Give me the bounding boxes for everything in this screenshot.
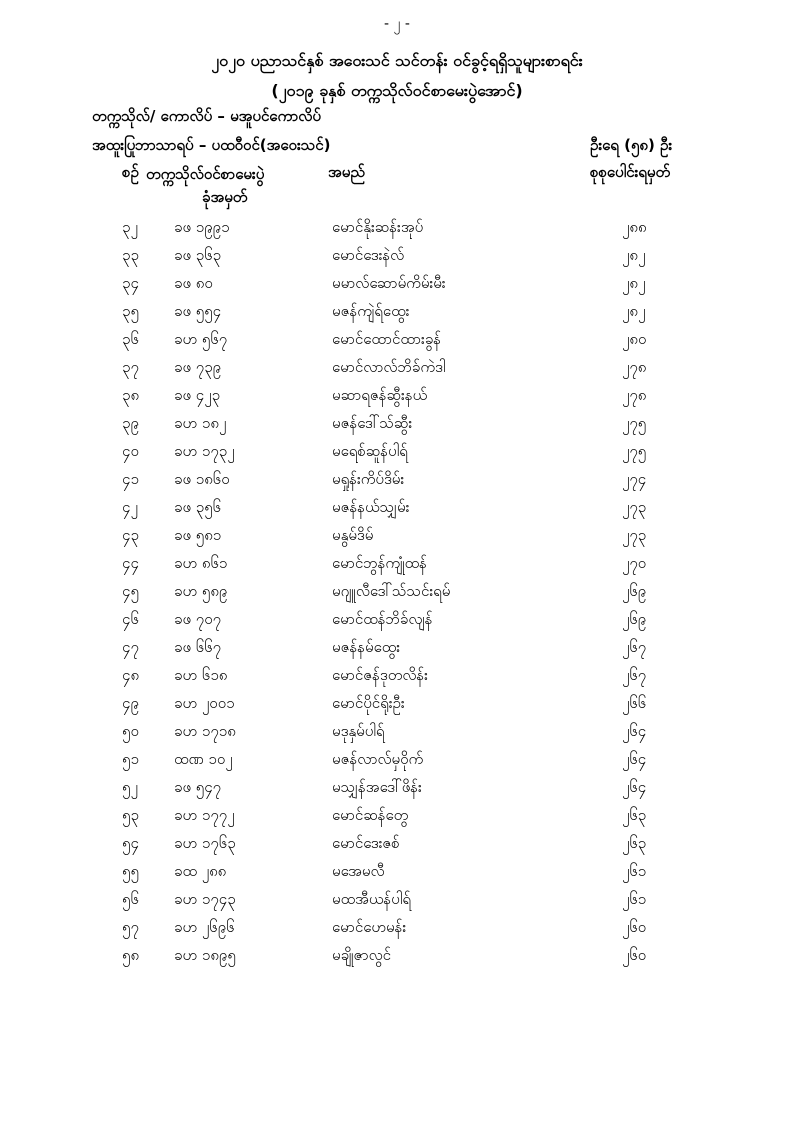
roll-number: ခဖ ၅၅၄ <box>174 302 222 320</box>
total-marks: ၂၇၃ <box>622 526 647 544</box>
total-marks: ၂၆၉ <box>622 582 647 600</box>
roll-number: ခဖ ၆၆၇ <box>174 638 222 656</box>
total-marks: ၂၈၂ <box>622 274 646 292</box>
roll-number: ခဖ ၇၀၇ <box>174 610 222 628</box>
table-row <box>0 439 794 467</box>
header-roll-line-1: တက္ကသိုလ်ဝင်စာမေးပွဲ <box>146 165 265 183</box>
roll-number: ခဟ ၂၆၉၆ <box>174 918 235 936</box>
table-row <box>0 831 794 859</box>
row-number: ၄၁ <box>122 470 139 488</box>
row-number: ၄၆ <box>122 610 139 628</box>
student-name: မဇန်နယ်သျှမ်း <box>332 498 410 516</box>
table-row <box>0 299 794 327</box>
total-marks: ၂၇၄ <box>622 470 647 488</box>
student-name: မဒုနှမ်ပါရ် <box>332 722 385 740</box>
table-row <box>0 579 794 607</box>
table-row <box>0 271 794 299</box>
roll-number: ခဟ ၅၆၇ <box>174 330 228 348</box>
page-number: - ၂ - <box>384 16 410 32</box>
total-marks: ၂၇၈ <box>622 358 647 376</box>
row-number: ၅၇ <box>122 918 139 936</box>
row-number: ၅၃ <box>122 806 139 824</box>
student-name: မောင်ထန်ဘိခ်လျန် <box>332 610 433 628</box>
roll-number: ခဖ ၇၃၉ <box>174 358 222 376</box>
student-name: မနွမ်ဒိမ် <box>332 526 374 544</box>
total-marks: ၂၆၃ <box>622 806 647 824</box>
roll-number: ခဖ ၁၈၆၀ <box>174 470 230 488</box>
total-marks: ၂၆၀ <box>622 918 647 936</box>
student-name: မောင်ဇန်ဒုတလိန်း <box>332 666 428 684</box>
document-title: ၂၀၂၀ ပညာသင်နှစ် အဝေးသင် သင်တန်း ဝင်ခွင့်ရရှိသူများစာရင်း <box>211 51 583 70</box>
roll-number: ထဏ ၁၀၂ <box>174 750 233 768</box>
table-row <box>0 495 794 523</box>
roll-number: ခဟ ၂၀၀၁ <box>174 694 235 712</box>
row-number: ၃၆ <box>122 330 139 348</box>
row-number: ၃၈ <box>122 386 140 404</box>
roll-number: ခဖ ၃၅၆ <box>174 498 222 516</box>
table-row <box>0 551 794 579</box>
table-row <box>0 803 794 831</box>
roll-number: ခဟ ၁၇၄၃ <box>174 890 236 908</box>
table-row <box>0 943 794 971</box>
row-number: ၅၁ <box>122 750 139 768</box>
table-row <box>0 467 794 495</box>
roll-number: ခဟ ၁၇၁၈ <box>174 722 236 740</box>
student-name: မဆာရဇန်ဆွီးနယ် <box>332 386 428 404</box>
student-name: မအေမလီ <box>332 862 385 880</box>
total-marks: ၂၆၁ <box>622 862 647 880</box>
table-row <box>0 607 794 635</box>
student-name: မရှုန်းကိပ်ဒိမ်း <box>332 470 405 488</box>
roll-number: ခဖ ၄၂၃ <box>174 386 221 404</box>
student-name: မဂျူလီဒေါ်သ်သင်းရမ် <box>332 582 451 600</box>
table-row <box>0 635 794 663</box>
header-total-marks: စုစုပေါင်းရမှတ် <box>590 163 671 181</box>
student-name: မောင်ဒေးနဲလ် <box>332 246 405 264</box>
total-marks: ၂၈၂ <box>622 302 646 320</box>
table-row <box>0 523 794 551</box>
roll-number: ခဖ ၃၆၃ <box>174 246 222 264</box>
roll-number: ခဟ ၈၆၁ <box>174 554 228 572</box>
row-number: ၄၄ <box>122 554 139 572</box>
table-row <box>0 383 794 411</box>
table-row <box>0 243 794 271</box>
student-name: မောင်လာလ်ဘိခ်ကဲဒါ <box>332 358 446 376</box>
row-number: ၄၀ <box>122 442 139 460</box>
student-list <box>0 215 794 971</box>
roll-number: ခဖ ၁၉၉၁ <box>174 218 230 236</box>
total-marks: ၂၆၇ <box>622 638 647 656</box>
row-number: ၄၉ <box>122 694 139 712</box>
row-number: ၅၈ <box>122 946 140 964</box>
total-marks: ၂၆၄ <box>622 722 647 740</box>
row-number: ၅၄ <box>122 834 139 852</box>
student-name: မထအီယန်ပါရ် <box>332 890 411 908</box>
row-number: ၃၃ <box>122 246 139 264</box>
row-number: ၄၃ <box>122 526 139 544</box>
total-marks: ၂၆၇ <box>622 666 647 684</box>
student-name: မမာလ်ဆောမ်ကိမ်းမီး <box>332 274 446 292</box>
student-name: မောင်ဒေးဇစ် <box>332 834 400 852</box>
roll-number: ခဟ ၆၁၈ <box>174 666 228 684</box>
row-number: ၄၈ <box>122 666 140 684</box>
row-number: ၅၀ <box>122 722 139 740</box>
student-name: မသျှန်အဒေါ်ဖိန်း <box>332 778 422 796</box>
roll-number: ခဟ ၁၈၂ <box>174 414 227 432</box>
total-marks: ၂၆၄ <box>622 778 647 796</box>
row-number: ၄၇ <box>122 638 139 656</box>
table-row <box>0 719 794 747</box>
row-number: ၅၅ <box>122 862 139 880</box>
header-roll-line-2: ခုံအမှတ် <box>202 188 248 206</box>
row-number: ၄၅ <box>122 582 139 600</box>
student-name: မောင်ပိုင်ရိုးဦး <box>332 694 405 712</box>
total-marks: ၂၈၈ <box>622 218 647 236</box>
table-row <box>0 663 794 691</box>
row-number: ၃၇ <box>122 358 139 376</box>
roll-number: ခဟ ၁၇၃၂ <box>174 442 235 460</box>
row-number: ၃၉ <box>122 414 139 432</box>
roll-number: ခဟ ၁၇၇၂ <box>174 806 235 824</box>
row-number: ၃၅ <box>122 302 139 320</box>
total-marks: ၂၇၀ <box>622 554 647 572</box>
student-name: မဇန်လာလ်မှဝိုက် <box>332 750 424 768</box>
university-label: တက္ကသိုလ်/ ကောလိပ် – မအူပင်ကောလိပ် <box>92 107 321 125</box>
subject-label: အထူးပြုဘာသာရပ် – ပထဝီဝင်(အဝေးသင်) <box>92 136 331 154</box>
row-number: ၅၂ <box>122 778 138 796</box>
header-name: အမည် <box>328 163 365 181</box>
roll-number: ခဖ ၅၄၇ <box>174 778 222 796</box>
table-row <box>0 859 794 887</box>
header-number: စဉ် <box>122 163 139 181</box>
student-name: မောင်ဆန်တွေ <box>332 806 409 824</box>
student-name: မဇန်နမ်ထွေး <box>332 638 401 656</box>
student-name: မရေစ်ဆူန်ပါရ် <box>332 442 408 460</box>
total-marks: ၂၈၀ <box>622 330 647 348</box>
roll-number: ခဟ ၁၇၆၃ <box>174 834 236 852</box>
student-name: မချိုဇာလွင် <box>332 946 392 964</box>
roll-number: ခဟ ၅၈၉ <box>174 582 228 600</box>
table-row <box>0 411 794 439</box>
total-marks: ၂၇၈ <box>622 386 647 404</box>
student-name: မဇန်ဒေါ်သ်ဆွီး <box>332 414 413 432</box>
total-marks: ၂၇၅ <box>622 414 647 432</box>
row-number: ၅၆ <box>122 890 139 908</box>
student-name: မဇန်ကျဲရ်ထွေး <box>332 302 410 320</box>
table-row <box>0 915 794 943</box>
total-marks: ၂၆၀ <box>622 946 647 964</box>
total-marks: ၂၆၄ <box>622 750 647 768</box>
table-row <box>0 887 794 915</box>
table-row <box>0 747 794 775</box>
row-number: ၄၂ <box>122 498 138 516</box>
total-marks: ၂၇၃ <box>622 498 647 516</box>
total-marks: ၂၆၉ <box>622 610 647 628</box>
student-name: မောင်ထောင်ထားခွန် <box>332 330 442 348</box>
row-number: ၃၂ <box>122 218 138 236</box>
total-marks: ၂၆၆ <box>622 694 647 712</box>
student-name: မောင်ဘွန်ကျုံထန် <box>332 554 427 572</box>
total-marks: ၂၇၅ <box>622 442 647 460</box>
document-subtitle: (၂၀၁၉ ခုနှစ် တက္ကသိုလ်ဝင်စာမေးပွဲအောင်) <box>271 81 523 100</box>
row-number: ၃၄ <box>122 274 139 292</box>
total-marks: ၂၆၃ <box>622 834 647 852</box>
student-name: မောင်ဟေမန်း <box>332 918 407 936</box>
header-roll-number <box>146 163 264 209</box>
table-row <box>0 355 794 383</box>
roll-number: ခထ ၂၈၈ <box>174 862 227 880</box>
roll-number: ခဖ ၈၀ <box>174 274 213 292</box>
table-row <box>0 215 794 243</box>
roll-number: ခဟ ၁၈၉၅ <box>174 946 236 964</box>
table-row <box>0 775 794 803</box>
student-name: မောင်နိုးဆန်းအုပ် <box>332 218 424 236</box>
roll-number: ခဖ ၅၈၁ <box>174 526 222 544</box>
table-row <box>0 691 794 719</box>
total-marks: ၂၈၂ <box>622 246 646 264</box>
table-row <box>0 327 794 355</box>
student-count: ဦးရေ (၅၈) ဦး <box>590 136 673 154</box>
total-marks: ၂၆၁ <box>622 890 647 908</box>
